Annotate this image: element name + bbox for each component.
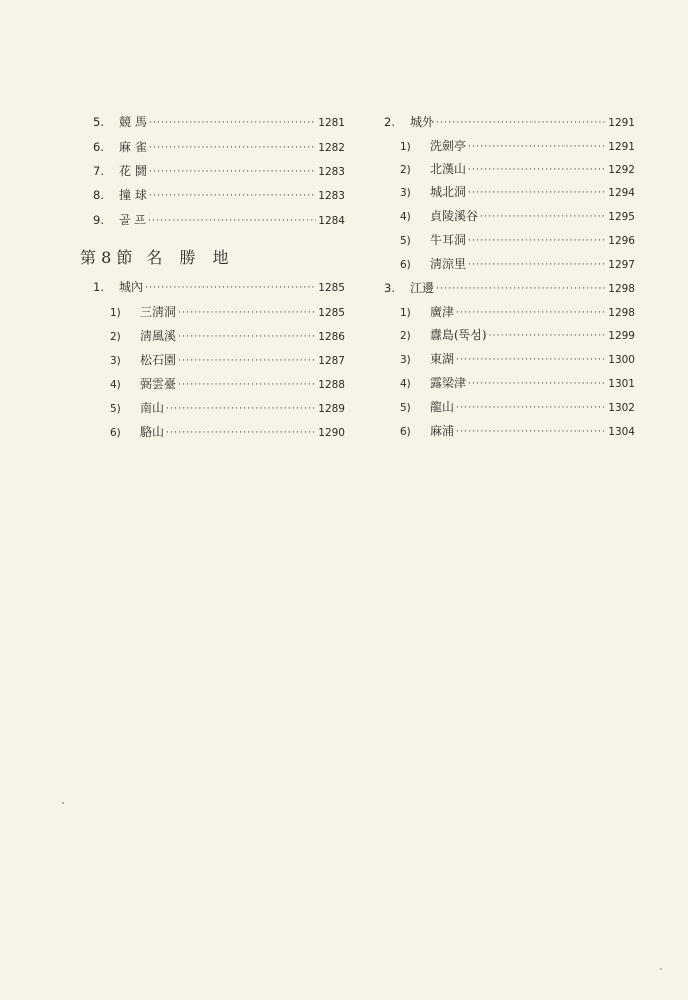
subentry-title: 麻浦 [430, 424, 455, 438]
group-page: 1285 [318, 282, 345, 294]
toc-entry [93, 187, 345, 205]
dot-leader [149, 140, 316, 156]
subentry-title: 淸風溪 [140, 329, 177, 343]
dot-leader [480, 209, 606, 225]
toc-subentry [110, 376, 345, 394]
entry-title: 撞 球 [119, 188, 147, 202]
toc-subentry [400, 351, 635, 369]
subentry-number: 4) [400, 211, 411, 223]
subentry-title: 城北洞 [430, 185, 467, 199]
toc-group [93, 279, 345, 297]
toc-subentry [400, 232, 635, 250]
dot-leader [148, 213, 316, 229]
toc-subentry [400, 184, 635, 202]
toc-subentry [400, 327, 635, 345]
subentry-page: 1286 [318, 331, 345, 343]
subentry-page: 1285 [318, 307, 345, 319]
toc-entry [93, 114, 345, 132]
entry-title: 麻 雀 [119, 140, 147, 154]
toc-subentry [400, 375, 635, 393]
subentry-number: 3) [400, 187, 411, 199]
subentry-number: 4) [400, 378, 411, 390]
subentry-title: 淸涼里 [430, 257, 467, 271]
subentry-page: 1290 [318, 427, 345, 439]
group-number: 2. [384, 115, 395, 129]
subentry-number: 2) [400, 330, 411, 342]
toc-subentry [110, 400, 345, 418]
subentry-number: 3) [110, 355, 121, 367]
dot-leader [149, 115, 316, 131]
subentry-page: 1291 [608, 141, 635, 153]
subentry-page: 1288 [318, 379, 345, 391]
subentry-number: 6) [110, 427, 121, 439]
dot-leader [456, 305, 606, 321]
dot-leader [468, 257, 606, 273]
subentry-number: 5) [400, 402, 411, 414]
group-title: 江邊 [410, 281, 435, 295]
dot-leader [436, 115, 606, 131]
dot-leader [178, 377, 316, 393]
subentry-number: 1) [400, 307, 411, 319]
dot-leader [178, 305, 316, 321]
subentry-page: 1287 [318, 355, 345, 367]
subentry-number: 1) [110, 307, 121, 319]
entry-page: 1283 [318, 190, 345, 202]
group-page: 1291 [608, 117, 635, 129]
subentry-number: 4) [110, 379, 121, 391]
dot-leader [489, 328, 607, 344]
subentry-number: 3) [400, 354, 411, 366]
toc-subentry [400, 208, 635, 226]
entry-number: 8. [93, 188, 104, 202]
toc-entry [93, 212, 345, 230]
subentry-page: 1298 [608, 307, 635, 319]
subentry-page: 1292 [608, 164, 635, 176]
entry-page: 1283 [318, 166, 345, 178]
subentry-number: 2) [400, 164, 411, 176]
dot-leader [468, 233, 606, 249]
subentry-page: 1295 [608, 211, 635, 223]
section-name: 名 勝 地 [146, 248, 235, 267]
subentry-number: 6) [400, 426, 411, 438]
dot-leader [456, 352, 606, 368]
section-heading [80, 245, 235, 268]
subentry-title: 東湖 [430, 352, 455, 366]
subentry-page: 1304 [608, 426, 635, 438]
subentry-title: 纛島(뚝섬) [430, 328, 487, 342]
toc-subentry [400, 161, 635, 179]
toc-subentry [110, 304, 345, 322]
toc-subentry [400, 399, 635, 417]
entry-number: 7. [93, 164, 104, 178]
subentry-title: 駱山 [140, 425, 165, 439]
entry-number: 6. [93, 140, 104, 154]
paper-speck [660, 968, 662, 970]
toc-subentry [400, 256, 635, 274]
subentry-title: 北漢山 [430, 162, 467, 176]
toc-entry [93, 163, 345, 181]
subentry-title: 廣津 [430, 305, 455, 319]
entry-title: 花 鬪 [119, 164, 147, 178]
entry-page: 1282 [318, 142, 345, 154]
subentry-page: 1289 [318, 403, 345, 415]
subentry-title: 貞陵溪谷 [430, 209, 479, 223]
group-title: 城內 [119, 280, 144, 294]
toc-subentry [400, 423, 635, 441]
dot-leader [149, 164, 316, 180]
dot-leader [145, 280, 316, 296]
dot-leader [166, 401, 316, 417]
entry-number: 5. [93, 115, 104, 129]
subentry-title: 洗劍亭 [430, 139, 467, 153]
group-page: 1298 [608, 283, 635, 295]
toc-group [384, 114, 635, 132]
subentry-title: 露梁津 [430, 376, 467, 390]
subentry-title: 龍山 [430, 400, 455, 414]
entry-number: 9. [93, 213, 104, 227]
subentry-title: 弼雲臺 [140, 377, 177, 391]
subentry-number: 5) [400, 235, 411, 247]
subentry-number: 2) [110, 331, 121, 343]
dot-leader [456, 400, 606, 416]
subentry-page: 1301 [608, 378, 635, 390]
subentry-number: 5) [110, 403, 121, 415]
toc-entry [93, 139, 345, 157]
dot-leader [468, 139, 606, 155]
subentry-page: 1302 [608, 402, 635, 414]
group-title: 城外 [410, 115, 435, 129]
toc-subentry [110, 328, 345, 346]
dot-leader [149, 188, 316, 204]
subentry-page: 1296 [608, 235, 635, 247]
subentry-number: 1) [400, 141, 411, 153]
subentry-title: 三淸洞 [140, 305, 177, 319]
entry-page: 1284 [318, 215, 345, 227]
entry-title: 골 프 [119, 213, 146, 227]
dot-leader [468, 185, 606, 201]
dot-leader [436, 281, 606, 297]
toc-subentry [110, 352, 345, 370]
toc-subentry [400, 304, 635, 322]
dot-leader [468, 376, 606, 392]
paper-speck [62, 802, 64, 804]
dot-leader [178, 329, 316, 345]
entry-title: 競 馬 [119, 115, 147, 129]
dot-leader [166, 425, 316, 441]
subentry-page: 1294 [608, 187, 635, 199]
entry-page: 1281 [318, 117, 345, 129]
group-number: 1. [93, 280, 104, 294]
subentry-page: 1299 [608, 330, 635, 342]
subentry-title: 牛耳洞 [430, 233, 467, 247]
group-number: 3. [384, 281, 395, 295]
toc-subentry [110, 424, 345, 442]
section-label: 第 8 節 [80, 248, 133, 267]
subentry-title: 南山 [140, 401, 165, 415]
subentry-page: 1300 [608, 354, 635, 366]
dot-leader [178, 353, 316, 369]
toc-subentry [400, 138, 635, 156]
dot-leader [468, 162, 606, 178]
subentry-title: 松石園 [140, 353, 177, 367]
toc-group [384, 280, 635, 298]
subentry-page: 1297 [608, 259, 635, 271]
dot-leader [456, 424, 606, 440]
subentry-number: 6) [400, 259, 411, 271]
